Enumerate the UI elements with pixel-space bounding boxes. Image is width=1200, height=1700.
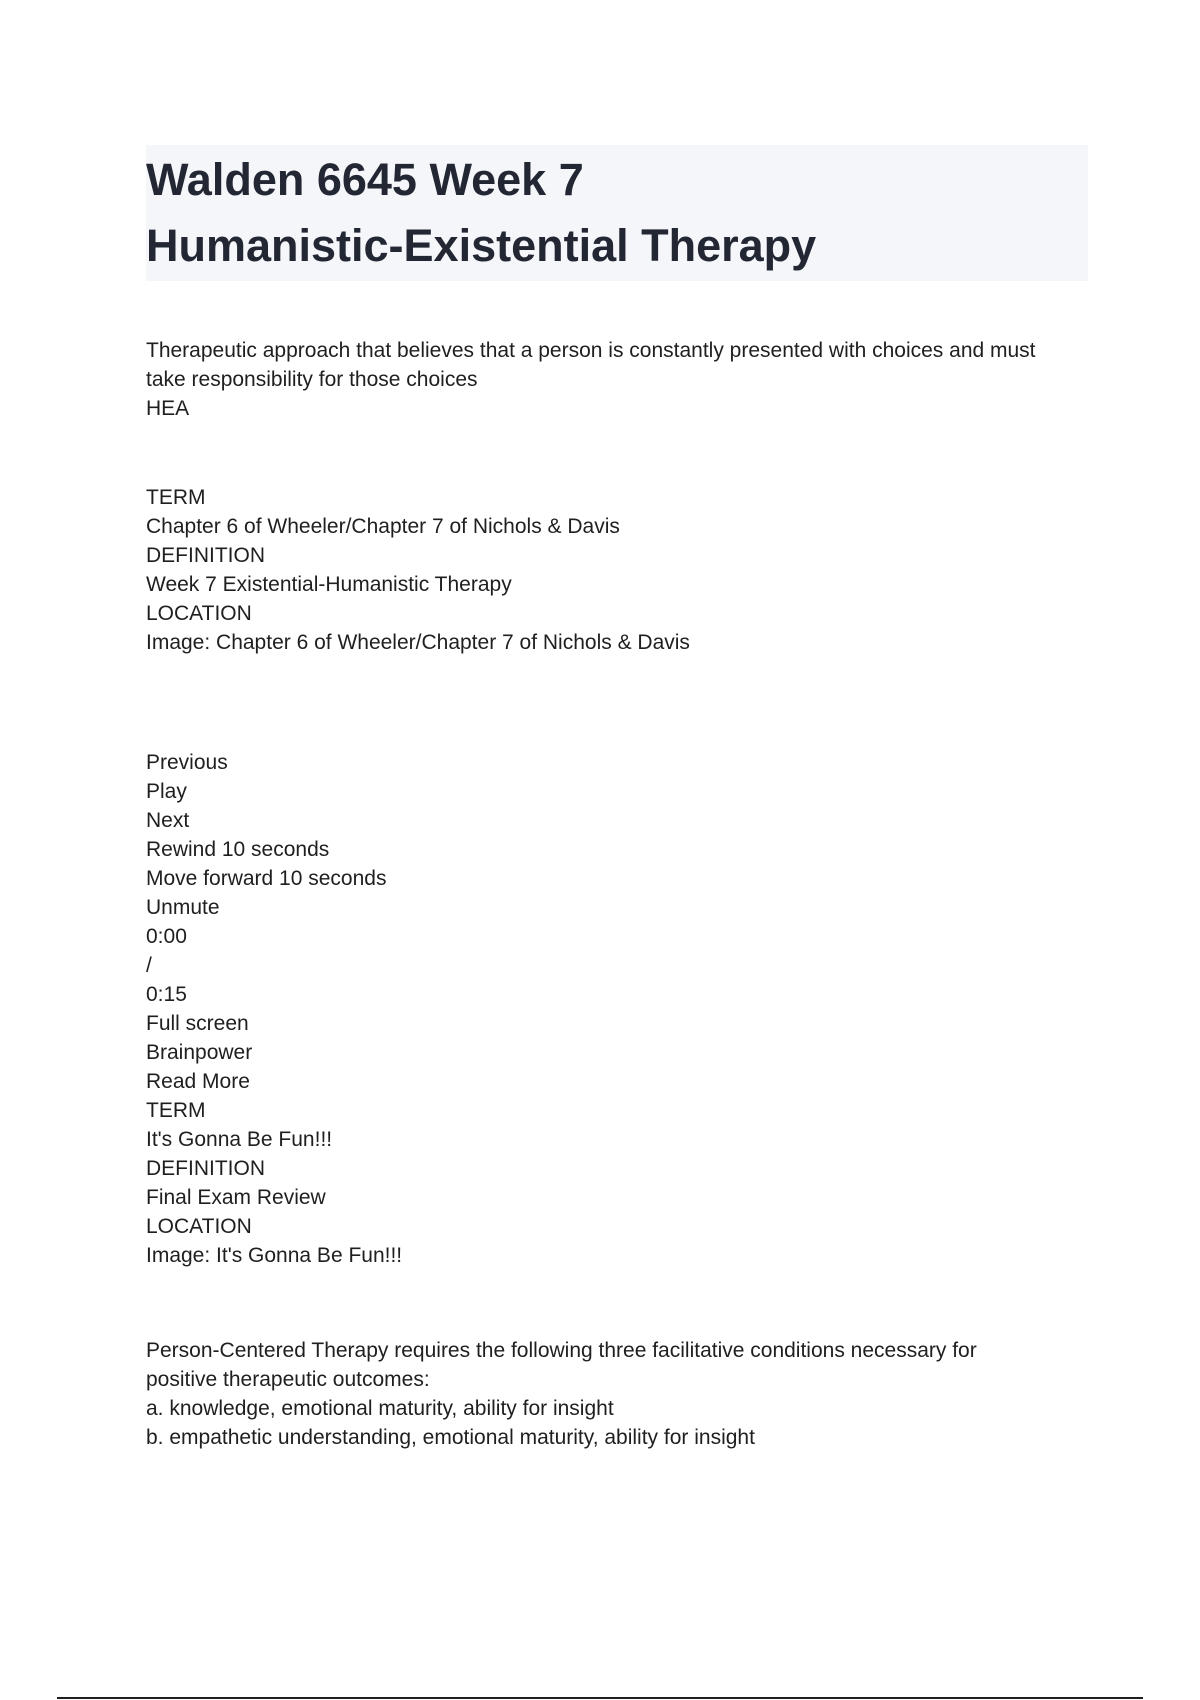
term-value: Chapter 6 of Wheeler/Chapter 7 of Nichols & Davis bbox=[146, 515, 620, 538]
definition-label: DEFINITION bbox=[146, 1157, 265, 1180]
question-stem: Person-Centered Therapy requires the following three facilitative conditions necessary for bbox=[146, 1339, 977, 1362]
brand-label: Brainpower bbox=[146, 1041, 253, 1064]
previous-button[interactable]: Previous bbox=[146, 751, 228, 774]
page-title-line-2: Humanistic-Existential Therapy bbox=[146, 220, 817, 271]
rewind-button[interactable]: Rewind 10 seconds bbox=[146, 838, 330, 861]
term-label: TERM bbox=[146, 1099, 206, 1122]
location-label: LOCATION bbox=[146, 602, 252, 625]
duration: 0:15 bbox=[146, 983, 187, 1006]
intro-line: take responsibility for those choices bbox=[146, 368, 478, 391]
definition-value: Final Exam Review bbox=[146, 1186, 326, 1209]
question-block bbox=[146, 1336, 1106, 1452]
current-time: 0:00 bbox=[146, 925, 187, 948]
intro-paragraph bbox=[146, 336, 1106, 423]
location-label: LOCATION bbox=[146, 1215, 252, 1238]
definition-value: Week 7 Existential-Humanistic Therapy bbox=[146, 573, 512, 596]
question-stem: positive therapeutic outcomes: bbox=[146, 1368, 430, 1391]
play-button[interactable]: Play bbox=[146, 780, 187, 803]
page-divider bbox=[57, 1697, 1143, 1699]
location-value: Image: It's Gonna Be Fun!!! bbox=[146, 1244, 403, 1267]
intro-answer: HEA bbox=[146, 397, 190, 420]
unmute-button[interactable]: Unmute bbox=[146, 896, 220, 919]
page-title-line-1: Walden 6645 Week 7 bbox=[146, 154, 584, 205]
location-value: Image: Chapter 6 of Wheeler/Chapter 7 of Nichols & Davis bbox=[146, 631, 690, 654]
full-screen-button[interactable]: Full screen bbox=[146, 1012, 249, 1035]
answer-option-a: a. knowledge, emotional maturity, ability for insight bbox=[146, 1397, 614, 1420]
forward-button[interactable]: Move forward 10 seconds bbox=[146, 867, 387, 890]
intro-line: Therapeutic approach that believes that a person is constantly presented with choices and must bbox=[146, 339, 1036, 362]
next-button[interactable]: Next bbox=[146, 809, 190, 832]
video-player-text bbox=[146, 748, 1106, 1270]
time-separator: / bbox=[146, 954, 152, 977]
read-more-link[interactable]: Read More bbox=[146, 1070, 250, 1093]
definition-label: DEFINITION bbox=[146, 544, 265, 567]
term-value: It's Gonna Be Fun!!! bbox=[146, 1128, 333, 1151]
title-banner bbox=[146, 145, 1088, 281]
answer-option-b: b. empathetic understanding, emotional maturity, ability for insight bbox=[146, 1426, 755, 1449]
flashcard-1 bbox=[146, 483, 1106, 657]
term-label: TERM bbox=[146, 486, 206, 509]
